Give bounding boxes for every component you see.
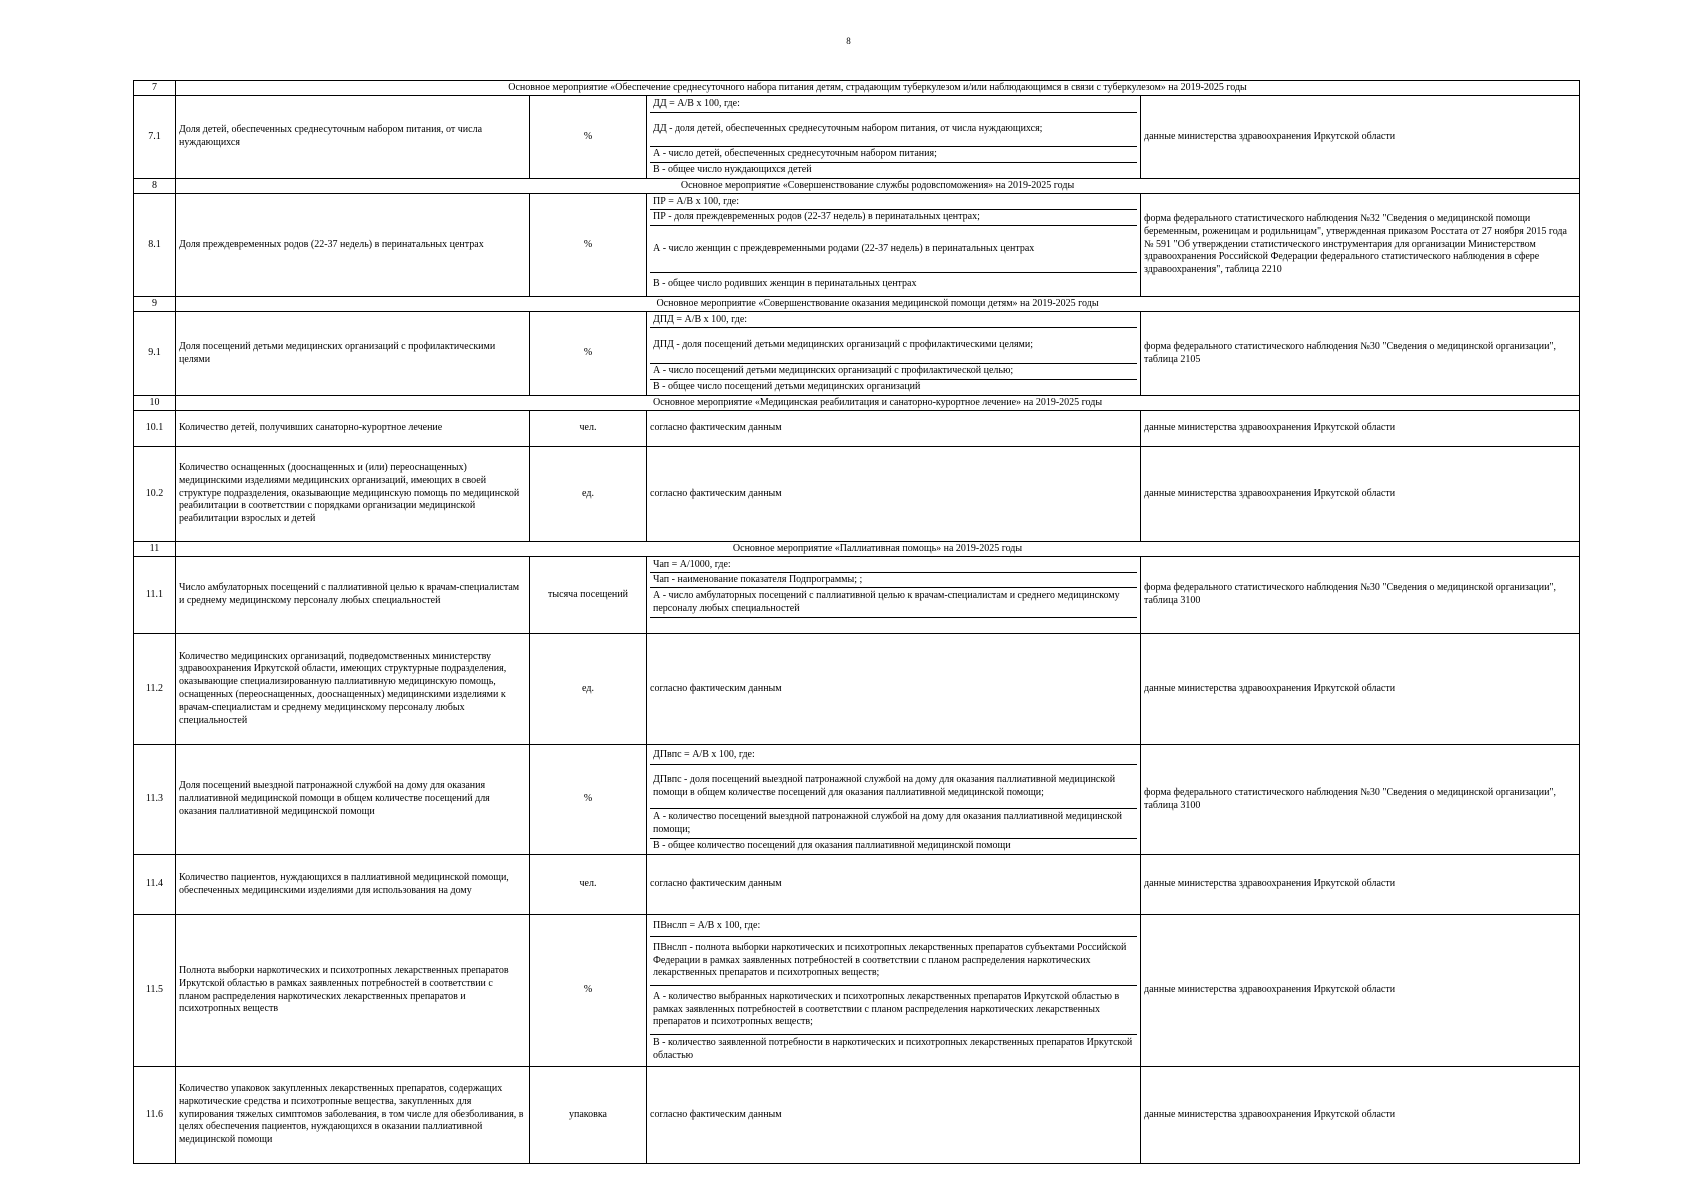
source-cell: форма федерального статистического наблюдения №30 "Сведения о медицинской организации", таблица 3100 bbox=[1141, 557, 1580, 634]
table-row bbox=[134, 1067, 1580, 1164]
formula-line: А - количество выбранных наркотических и психотропных лекарственных препаратов Иркутской областью в рамках заявленных потребностей в соответствии с планом распределения наркотических лекарственных препаратов и психотропных веществ; bbox=[653, 990, 1120, 1028]
formula-cell: согласно фактическим данным bbox=[647, 855, 1141, 915]
unit-cell: ед. bbox=[530, 634, 647, 745]
table-row bbox=[134, 96, 1580, 179]
formula-cell bbox=[647, 557, 1141, 634]
row-number: 11.6 bbox=[134, 1067, 176, 1164]
source-cell: форма федерального статистического наблюдения №30 "Сведения о медицинской организации", таблица 2105 bbox=[1141, 312, 1580, 396]
section-title: Основное мероприятие «Совершенствование службы родовспоможения» на 2019-2025 годы bbox=[176, 179, 1580, 194]
unit-cell: ед. bbox=[530, 447, 647, 542]
formula-line: ДПвпс - доля посещений выездной патронажной службой на дому для оказания паллиативной медицинской помощи в общем количестве посещений для оказания паллиативной медицинской помощи; bbox=[653, 773, 1116, 798]
unit-cell: чел. bbox=[530, 411, 647, 447]
row-number: 11.1 bbox=[134, 557, 176, 634]
table-row bbox=[134, 312, 1580, 396]
section-row bbox=[134, 81, 1580, 96]
section-title: Основное мероприятие «Паллиативная помощь» на 2019-2025 годы bbox=[176, 542, 1580, 557]
indicator-name: Доля посещений детьми медицинских организаций с профилактическими целями bbox=[176, 312, 530, 396]
source-cell: данные министерства здравоохранения Иркутской области bbox=[1141, 1067, 1580, 1164]
section-number: 10 bbox=[134, 396, 176, 411]
unit-cell: % bbox=[530, 745, 647, 855]
formula-cell bbox=[647, 194, 1141, 297]
section-title: Основное мероприятие «Совершенствование оказания медицинской помощи детям» на 2019-2025 годы bbox=[176, 297, 1580, 312]
indicator-name: Количество пациентов, нуждающихся в паллиативной медицинской помощи, обеспеченных медицинскими изделиями для использования на дому bbox=[176, 855, 530, 915]
source-cell: данные министерства здравоохранения Иркутской области bbox=[1141, 855, 1580, 915]
unit-cell: % bbox=[530, 96, 647, 179]
row-number: 9.1 bbox=[134, 312, 176, 396]
table-row bbox=[134, 745, 1580, 855]
indicator-name: Количество оснащенных (дооснащенных и (или) переоснащенных) медицинскими изделиями медицинских организаций, имеющих в своей структуре подразделения, оказывающие медицинскую помощь по медицинской реабилитации в соответствии с порядками организации медицинской реабилитации взрослых и детей bbox=[176, 447, 530, 542]
unit-cell: тысяча посещений bbox=[530, 557, 647, 634]
row-number: 8.1 bbox=[134, 194, 176, 297]
indicator-name: Число амбулаторных посещений с паллиативной целью к врачам-специалистам и среднему медицинскому персоналу любых специальностей bbox=[176, 557, 530, 634]
indicator-name: Доля преждевременных родов (22-37 недель) в перинатальных центрах bbox=[176, 194, 530, 297]
section-number: 9 bbox=[134, 297, 176, 312]
section-number: 8 bbox=[134, 179, 176, 194]
section-number: 7 bbox=[134, 81, 176, 96]
formula-cell: согласно фактическим данным bbox=[647, 634, 1141, 745]
formula-line: ПВнслп = А/В х 100, где: bbox=[653, 919, 761, 931]
unit-cell: % bbox=[530, 194, 647, 297]
formula-line: Чап - наименование показателя Подпрограммы; ; bbox=[653, 573, 863, 585]
table-row bbox=[134, 194, 1580, 297]
table-row bbox=[134, 447, 1580, 542]
row-number: 11.2 bbox=[134, 634, 176, 745]
formula-line: ДПД - доля посещений детьми медицинских организаций с профилактическими целями; bbox=[653, 339, 1034, 351]
indicator-name: Количество медицинских организаций, подведомственных министерству здравоохранения Иркутской области, имеющих структурные подразделения, оказывающие специализированную паллиативную медицинскую помощь, оснащенных (переоснащенных, дооснащенных) медицинскими изделиями к врачам-специалистам и среднему медицинскому персоналу любых специальностей bbox=[176, 634, 530, 745]
row-number: 11.5 bbox=[134, 915, 176, 1067]
formula-line: А - число детей, обеспеченных среднесуточным набором питания; bbox=[653, 148, 937, 160]
section-row bbox=[134, 179, 1580, 194]
formula-line: В - количество заявленной потребности в наркотических и психотропных лекарственных препаратов Иркутской областью bbox=[653, 1037, 1133, 1061]
formula-line: В - общее количество посещений для оказания паллиативной медицинской помощи bbox=[653, 839, 1011, 851]
formula-line: ДПвпс = А/В х 100, где: bbox=[653, 748, 755, 760]
formula-line: ПВнслп - полнота выборки наркотических и психотропных лекарственных препаратов субъектами Российской Федерации в рамках заявленных потребностей в соответствии с планом распределения наркотических лекарственных препаратов и психотропных веществ; bbox=[653, 941, 1127, 979]
section-row bbox=[134, 297, 1580, 312]
row-number: 7.1 bbox=[134, 96, 176, 179]
row-number: 10.1 bbox=[134, 411, 176, 447]
formula-cell: согласно фактическим данным bbox=[647, 1067, 1141, 1164]
formula-line: ПР - доля преждевременных родов (22-37 недель) в перинатальных центрах; bbox=[653, 211, 980, 223]
formula-line: ДД = А/В х 100, где: bbox=[653, 98, 740, 110]
formula-line: В - общее число нуждающихся детей bbox=[653, 163, 812, 175]
indicator-name: Доля детей, обеспеченных среднесуточным набором питания, от числа нуждающихся bbox=[176, 96, 530, 179]
row-number: 11.4 bbox=[134, 855, 176, 915]
formula-line: А - количество посещений выездной патронажной службой на дому для оказания паллиативной медицинской помощи; bbox=[653, 810, 1122, 835]
table-row bbox=[134, 634, 1580, 745]
table-row bbox=[134, 915, 1580, 1067]
source-cell: данные министерства здравоохранения Иркутской области bbox=[1141, 447, 1580, 542]
formula-line: ДПД = А/В х 100, где: bbox=[653, 313, 748, 325]
source-cell: данные министерства здравоохранения Иркутской области bbox=[1141, 634, 1580, 745]
page-number: 8 bbox=[846, 36, 851, 46]
source-cell: форма федерального статистического наблюдения №30 "Сведения о медицинской организации", таблица 3100 bbox=[1141, 745, 1580, 855]
formula-cell bbox=[647, 96, 1141, 179]
unit-cell: % bbox=[530, 312, 647, 396]
formula-line: А - число амбулаторных посещений с паллиативной целью к врачам-специалистам и среднего медицинскому персоналу любых специальностей bbox=[653, 589, 1120, 614]
unit-cell: упаковка bbox=[530, 1067, 647, 1164]
row-number: 10.2 bbox=[134, 447, 176, 542]
section-number: 11 bbox=[134, 542, 176, 557]
indicators-table bbox=[133, 80, 1580, 1164]
row-number: 11.3 bbox=[134, 745, 176, 855]
formula-line: В - общее число родивших женщин в перинатальных центрах bbox=[653, 277, 917, 289]
unit-cell: чел. bbox=[530, 855, 647, 915]
formula-cell bbox=[647, 745, 1141, 855]
indicator-name: Количество упаковок закупленных лекарственных препаратов, содержащих наркотические средства и психотропные вещества, закупленных для купирования тяжелых симптомов заболевания, в том числе для обезболивания, в целях обеспечения пациентов, нуждающихся в оказании паллиативной медицинской помощи bbox=[176, 1067, 530, 1164]
formula-cell bbox=[647, 312, 1141, 396]
unit-cell: % bbox=[530, 915, 647, 1067]
formula-line: А - число женщин с преждевременными родами (22-37 недель) в перинатальных центрах bbox=[653, 242, 1035, 254]
section-row bbox=[134, 396, 1580, 411]
indicator-name: Количество детей, получивших санаторно-курортное лечение bbox=[176, 411, 530, 447]
formula-cell: согласно фактическим данным bbox=[647, 447, 1141, 542]
section-row bbox=[134, 542, 1580, 557]
source-cell: данные министерства здравоохранения Иркутской области bbox=[1141, 915, 1580, 1067]
source-cell: форма федерального статистического наблюдения №32 "Сведения о медицинской помощи беременным, роженицам и родильницам", утвержденная приказом Росстата от 27 ноября 2015 года № 591 "Об утверждении статистического инструментария для организации Министерством здравоохранения Российской Федерации федерального статистического наблюдения в сфере здравоохранения", таблица 2210 bbox=[1141, 194, 1580, 297]
table-row bbox=[134, 855, 1580, 915]
formula-line: Чап = А/1000, где: bbox=[653, 558, 731, 570]
source-cell: данные министерства здравоохранения Иркутской области bbox=[1141, 96, 1580, 179]
section-title: Основное мероприятие «Обеспечение среднесуточного набора питания детям, страдающим туберкулезом и/или наблюдающимся в связи с туберкулезом» на 2019-2025 годы bbox=[176, 81, 1580, 96]
source-cell: данные министерства здравоохранения Иркутской области bbox=[1141, 411, 1580, 447]
formula-cell bbox=[647, 915, 1141, 1067]
table-row bbox=[134, 557, 1580, 634]
indicator-name: Доля посещений выездной патронажной службой на дому для оказания паллиативной медицинской помощи в общем количестве посещений для оказания паллиативной медицинской помощи bbox=[176, 745, 530, 855]
table-row bbox=[134, 411, 1580, 447]
formula-line: ПР = А/В х 100, где: bbox=[653, 195, 740, 207]
formula-cell: согласно фактическим данным bbox=[647, 411, 1141, 447]
section-title: Основное мероприятие «Медицинская реабилитация и санаторно-курортное лечение» на 2019-2025 годы bbox=[176, 396, 1580, 411]
formula-line: В - общее число посещений детьми медицинских организаций bbox=[653, 380, 921, 392]
formula-line: А - число посещений детьми медицинских организаций с профилактической целью; bbox=[653, 365, 1014, 377]
indicator-name: Полнота выборки наркотических и психотропных лекарственных препаратов Иркутской областью в рамках заявленных потребностей в соответствии с планом распределения наркотических лекарственных препаратов и психотропных веществ bbox=[176, 915, 530, 1067]
formula-line: ДД - доля детей, обеспеченных среднесуточным набором питания, от числа нуждающихся; bbox=[653, 123, 1043, 135]
